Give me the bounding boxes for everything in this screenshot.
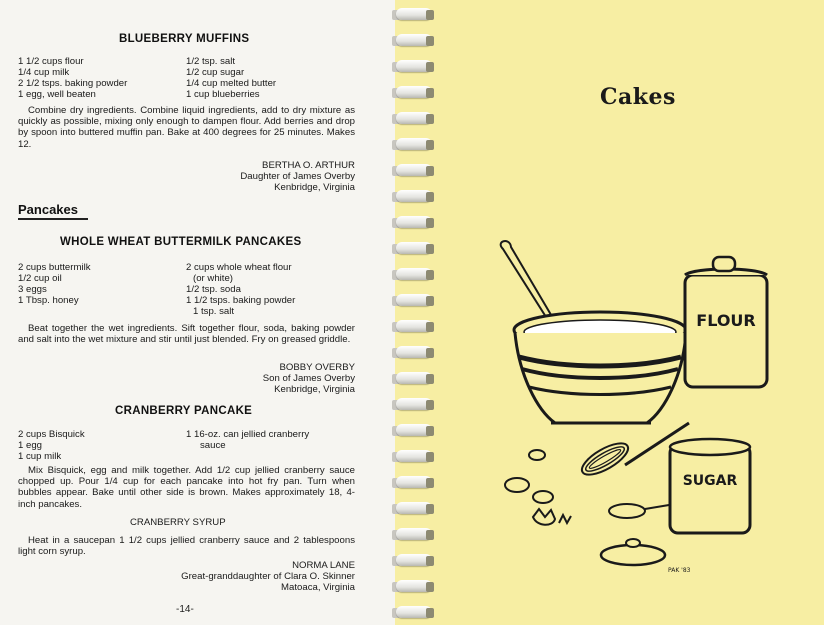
ingredient: 1/4 cup melted butter <box>186 78 277 89</box>
ingredient: 1 1/2 cups flour <box>18 56 84 67</box>
contributor-name: NORMA LANE <box>292 560 355 571</box>
binding-ring <box>388 294 440 308</box>
recipe-title-buttermilk-pancakes: WHOLE WHEAT BUTTERMILK PANCAKES <box>60 236 302 248</box>
left-page <box>0 0 395 625</box>
page-number: -14- <box>176 604 194 615</box>
binding-ring <box>388 606 440 620</box>
ingredient: 2 cups buttermilk <box>18 262 91 273</box>
binding-ring <box>388 190 440 204</box>
chapter-title: Cakes <box>600 84 676 110</box>
ingredient: 1 cup blueberries <box>186 89 260 100</box>
ingredient: 1 egg, well beaten <box>18 89 96 100</box>
contributor-relation: Son of James Overby <box>262 373 355 384</box>
ingredient: 3 eggs <box>18 284 47 295</box>
ingredient: 1 Tbsp. honey <box>18 295 79 306</box>
contributor-location: Kenbridge, Virginia <box>274 384 355 395</box>
section-title-pancakes: Pancakes <box>18 202 78 217</box>
ingredient: 1/4 cup milk <box>18 67 70 78</box>
ingredient: 1 1/2 tsps. baking powder <box>186 295 296 306</box>
syrup-directions: Heat in a saucepan 1 1/2 cups jellied cranberry sauce and 2 tablespoons light corn syrup. <box>18 535 355 558</box>
recipe-directions: Combine dry ingredients. Combine liquid ingredients, add to dry mixture as quickly as possible, mixing only enough to dampen flour. Add berries and drop by spoon into buttered muffin pan. Bake at 400 degrees for 25 minutes. Makes 12. <box>18 105 355 150</box>
recipe-title-blueberry-muffins: BLUEBERRY MUFFINS <box>119 33 250 45</box>
binding-ring <box>388 580 440 594</box>
baking-illustration <box>455 235 785 580</box>
ingredient: 1/2 cup sugar <box>186 67 245 78</box>
binding-ring <box>388 398 440 412</box>
binding-ring <box>388 268 440 282</box>
binding-ring <box>388 138 440 152</box>
binding-ring <box>388 86 440 100</box>
ingredient: 1 cup milk <box>18 451 62 462</box>
contributor-relation: Great-granddaughter of Clara O. Skinner <box>181 571 355 582</box>
sugar-label: SUGAR <box>682 473 738 489</box>
canister-lid-icon <box>601 539 665 565</box>
binding-ring <box>388 8 440 22</box>
binding-ring <box>388 476 440 490</box>
ingredient: 1/2 cup oil <box>18 273 62 284</box>
binding-ring <box>388 320 440 334</box>
ingredient: (or white) <box>193 273 233 284</box>
eggs-icon <box>505 450 571 525</box>
binding-ring <box>388 216 440 230</box>
binding-ring <box>388 502 440 516</box>
recipe-directions: Mix Bisquick, egg and milk together. Add 1/2 cup jellied cranberry sauce chopped up. Pour 1/4 cup for each pancake into hot fry pan. Turn when bubbles appear. Bake until other side is brown. Makes approximately 18, 4-inch pancakes. <box>18 465 355 510</box>
contributor-location: Kenbridge, Virginia <box>274 182 355 193</box>
binding-ring <box>388 528 440 542</box>
contributor-name: BERTHA O. ARTHUR <box>262 160 355 171</box>
binding-ring <box>388 450 440 464</box>
binding-ring <box>388 60 440 74</box>
flour-canister-icon <box>685 257 767 387</box>
flour-label: FLOUR <box>696 311 756 330</box>
ingredient: 1/2 tsp. salt <box>186 56 236 67</box>
spiral-binding <box>388 0 440 625</box>
ingredient: sauce <box>200 440 226 451</box>
contributor-relation: Daughter of James Overby <box>240 171 355 182</box>
ingredient: 1 16-oz. can jellied cranberry <box>186 429 310 440</box>
binding-ring <box>388 346 440 360</box>
contributor-location: Matoaca, Virginia <box>281 582 355 593</box>
measuring-spoon-icon <box>609 504 669 518</box>
artist-signature: PAK '83 <box>668 567 691 574</box>
binding-ring <box>388 34 440 48</box>
ingredient: 2 cups Bisquick <box>18 429 85 440</box>
binding-ring <box>388 242 440 256</box>
recipe-title-cranberry-pancake: CRANBERRY PANCAKE <box>115 405 253 417</box>
ingredient: 1 tsp. salt <box>193 306 235 317</box>
binding-ring <box>388 112 440 126</box>
contributor-name: BOBBY OVERBY <box>279 362 355 373</box>
binding-ring <box>388 554 440 568</box>
sugar-canister-icon <box>670 439 750 533</box>
ingredient: 2 cups whole wheat flour <box>186 262 292 273</box>
section-rule <box>18 218 88 220</box>
ingredient: 1 egg <box>18 440 43 451</box>
binding-ring <box>388 372 440 386</box>
mixing-bowl-icon <box>514 312 686 423</box>
ingredient: 1/2 tsp. soda <box>186 284 241 295</box>
binding-ring <box>388 164 440 178</box>
binding-ring <box>388 424 440 438</box>
recipe-subtitle: CRANBERRY SYRUP <box>130 517 226 528</box>
recipe-directions: Beat together the wet ingredients. Sift together flour, soda, baking powder and salt into the wet mixture and stir until just blended. Fry on greased griddle. <box>18 323 355 346</box>
ingredient: 2 1/2 tsps. baking powder <box>18 78 128 89</box>
